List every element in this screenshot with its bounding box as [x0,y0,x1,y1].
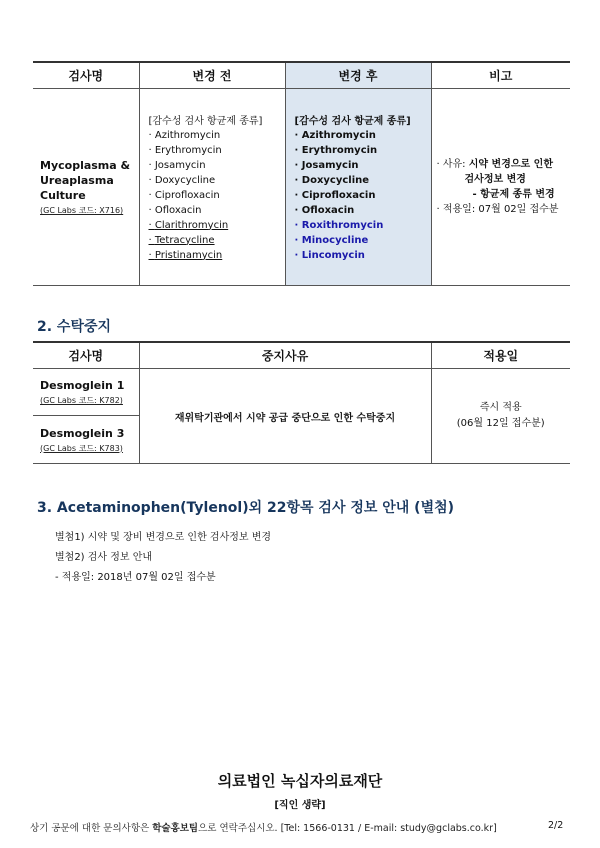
contact-suffix: 으로 연락주십시오. [Tel: 1566-0131 / E-mail: study@gclabs.co.kr] [198,823,497,834]
list-item-added: · Roxithromycin [295,218,430,233]
list-item-added: · Lincomycin [295,248,430,263]
after-title: [감수성 검사 항균제 종류] [294,115,411,127]
before-title: [감수성 검사 항균제 종류] [148,115,263,127]
apply-date-cell [431,369,570,464]
contact-line [30,820,497,834]
list-item: · Doxycycline [295,173,430,188]
header-after: 변경 후 [285,62,431,89]
header-before: 변경 전 [139,62,285,89]
reason-text: 시약 변경으로 인한 [468,159,553,170]
list-item-added: · Minocycline [295,233,430,248]
test-name-line: Ureaplasma [40,174,114,187]
test-code: (GC Labs 코드: X716) [40,206,124,215]
list-item: · Erythromycin [149,143,284,158]
list-item-removed: · Tetracycline [149,233,284,248]
reason-line-2: 검사정보 변경 [464,174,526,185]
list-item: · Doxycycline [149,173,284,188]
list-item: · Josamycin [149,158,284,173]
header-apply: 적용일 [431,342,570,369]
remark-apply-date: · 적용일: 07월 02일 접수분 [436,204,559,215]
test-name-cell [33,89,139,286]
list-item-removed: · Pristinamycin [149,248,284,263]
reason-line-3: - 항균제 종류 변경 [472,189,555,200]
table-row [33,416,139,464]
list-item: · Ofloxacin [149,203,284,218]
suspension-table [33,341,570,464]
organization-name: 의료법인 녹십자의료재단 [217,772,383,790]
test-code: (GC Labs 코드: K783) [40,443,123,453]
section-2-title: 2. 수탁중지 [37,319,112,335]
test-name: Desmoglein 3 [40,426,125,440]
list-item: · Erythromycin [295,143,430,158]
list-item: · Azithromycin [149,128,284,143]
header-reason: 중지사유 [139,342,431,369]
apply-date-note: - 적용일: 2018년 07월 02일 접수분 [55,572,216,583]
header-test-name: 검사명 [33,62,139,89]
test-name-line: Culture [40,189,86,202]
after-cell [285,89,431,286]
reason-prefix: · 사유: [436,159,469,170]
list-item: · Josamycin [295,158,430,173]
change-table [33,61,570,286]
remarks-cell [431,89,570,286]
apply-line-2: (06월 12일 접수분) [456,418,545,429]
table-row [33,369,139,416]
list-item: · Ofloxacin [295,203,430,218]
test-name: Desmoglein 1 [40,379,125,392]
attachment-1: 별첨1) 시약 및 장비 변경으로 인한 검사정보 변경 [55,532,272,543]
list-item-removed: · Clarithromycin [149,218,284,233]
attachment-2: 별첨2) 검사 정보 안내 [55,552,153,563]
contact-team: 학술홍보팀 [152,823,199,834]
test-code: (GC Labs 코드: K782) [40,396,123,405]
list-item: · Azithromycin [295,128,430,143]
section-3-title: 3. Acetaminophen(Tylenol)외 22항목 검사 정보 안내 (별첨) [37,500,455,516]
before-cell [139,89,285,286]
list-item: · Ciprofloxacin [295,188,430,203]
test-name-line: Mycoplasma & [40,159,131,172]
header-remarks: 비고 [431,62,570,89]
remark-reason [433,157,570,172]
page-number: 2/2 [548,820,564,831]
seal-omitted: [직인 생략] [274,800,326,811]
apply-line-1: 즉시 적용 [479,402,522,413]
contact-prefix: 상기 공문에 대한 문의사항은 [30,823,153,834]
header-test-name: 검사명 [33,342,139,369]
suspension-reason: 재위탁기관에서 시약 공급 중단으로 인한 수탁중지 [139,369,431,464]
list-item: · Ciprofloxacin [149,188,284,203]
